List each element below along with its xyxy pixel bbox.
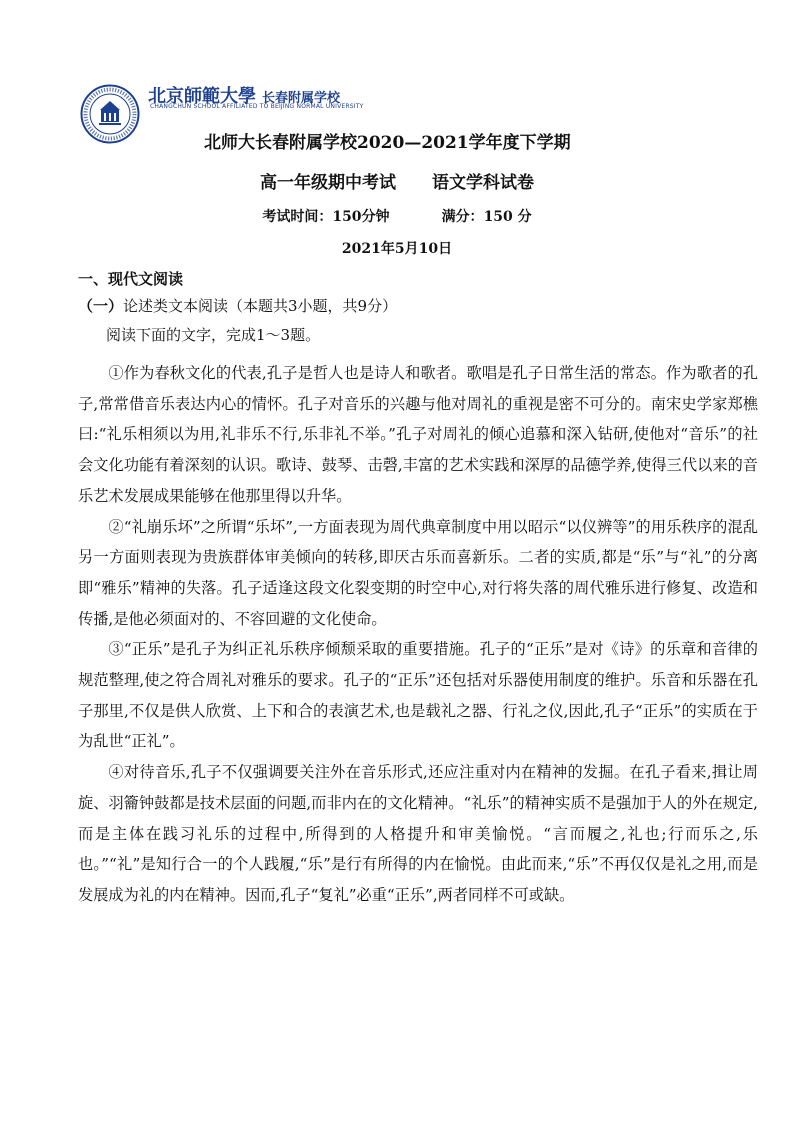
subsection-prefix: （一）	[78, 297, 124, 315]
reading-instruction: 阅读下面的文字，完成1～3题。	[106, 326, 321, 344]
exam-date: 2021年5月10日	[341, 241, 453, 257]
paragraph-2: ②“礼崩乐坏”之所谓“乐坏”,一方面表现为周代典章制度中用以昭示“以仪辨等”的用乐秩序的混乱另一方面则表现为贵族群体审美倾向的转移,即厌古乐而喜新乐。二者的实质,都是“乐”与“礼”的分离即“雅乐”精神的失落。孔子适逢这段文化裂变期的时空中心,对行将失落的周代雅乐进行修复、改造和传播,是他必须面对的、不容回避的文化使命。	[78, 517, 758, 628]
exam-title: 北师大长春附属学校2020—2021学年度下学期	[204, 133, 571, 153]
paragraph-1: ①作为春秋文化的代表,孔子是哲人也是诗人和歌者。歌唱是孔子日常生活的常态。作为歌者的孔子,常常借音乐表达内心的情怀。孔子对音乐的兴趣与他对周礼的重视是密不可分的。南宋史学家郑樵曰:“礼乐相须以为用,礼非乐不行,乐非礼不举。”孔子对周礼的倾心追慕和深入钻研,使他对“音乐”的社会文化功能有着深刻的认识。歌诗、鼓琴、击磬,丰富的艺术实践和深厚的品德学养,使得三代以来的音乐艺术发展成果能够在他那里得以升华。	[78, 364, 758, 505]
section-title: 一、现代文阅读	[78, 270, 184, 288]
paragraph-3: ③“正乐”是孔子为纠正礼乐秩序倾颓采取的重要措施。孔子的“正乐”是对《诗》的乐章和音律的规范整理,使之符合周礼对雅乐的要求。孔子的“正乐”还包括对乐器使用制度的维护。乐音和乐器在孔子那里,不仅是供人欣赏、上下和合的表演艺术,也是载礼之器、行礼之仪,因此,孔子“正乐”的实质在于为乱世“正礼”。	[78, 640, 758, 751]
time-label: 考试时间：	[262, 209, 333, 225]
logo-name-en: CHANGCHUN SCHOOL AFFILIATED TO BEIJING NORMAL UNIVERSITY	[150, 103, 364, 110]
logo-name-sub: 长春附属学校	[262, 91, 341, 106]
subsection-title	[78, 295, 397, 316]
exam-info	[0, 206, 794, 226]
logo-name-cn: 北京師範大學	[148, 86, 256, 107]
paragraph-4: ④对待音乐,孔子不仅强调要关注外在音乐形式,还应注重对内在精神的发掘。在孔子看来,揖让周旋、羽籥钟鼓都是技术层面的问题,而非内在的文化精神。“礼乐”的精神实质不是强加于人的外在规定,而是主体在践习礼乐的过程中,所得到的人格提升和审美愉悦。“言而履之,礼也;行而乐之,乐也。”“礼”是知行合一的个人践履,“乐”是行有所得的内在愉悦。由此而来,“乐”不再仅仅是礼之用,而是发展成为礼的内在精神。因而,孔子“复礼”必重“正乐”,两者同样不可或缺。	[78, 763, 758, 904]
exam-subtitle	[0, 168, 794, 193]
exam-grade: 高一年级期中考试	[260, 173, 396, 193]
subsection-text: 论述类文本阅读（本题共3小题，共9分）	[123, 297, 398, 315]
exam-subject: 语文学科试卷	[432, 173, 534, 193]
passage	[78, 358, 758, 911]
score-value: 150 分	[483, 209, 532, 225]
score-label: 满分：	[441, 209, 484, 225]
time-value: 150分钟	[332, 209, 390, 225]
